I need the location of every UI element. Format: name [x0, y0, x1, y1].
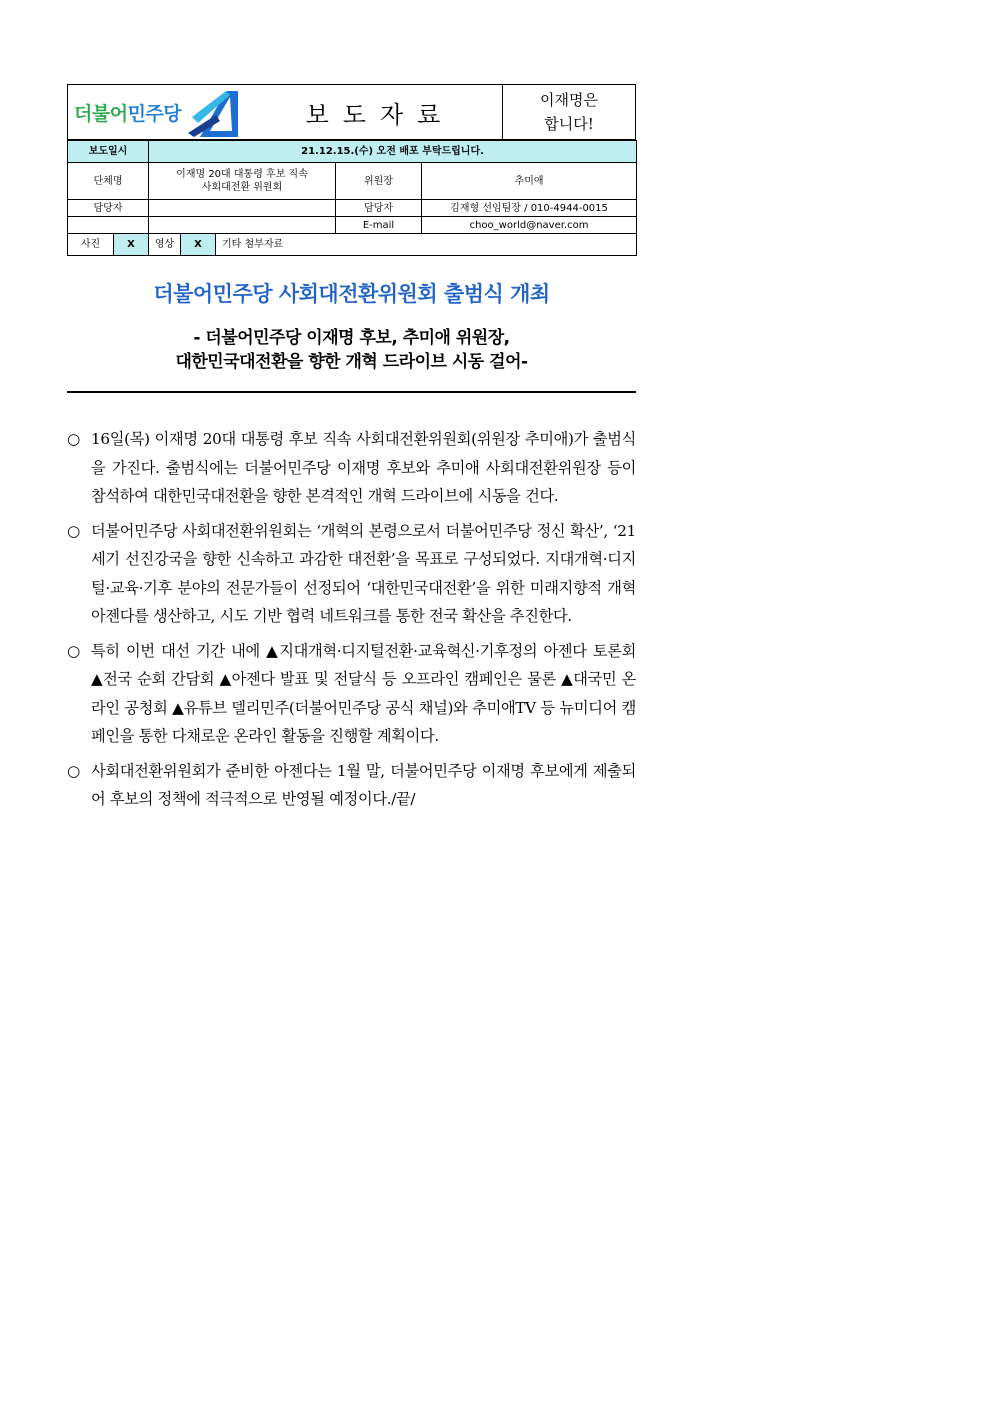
- email-label: E-mail: [336, 217, 422, 234]
- release-value: 21.12.15.(수) 오전 배포 부탁드립니다.: [149, 141, 637, 163]
- press-header: [67, 84, 636, 140]
- paragraph-4: ○ 사회대전환위원회가 준비한 아젠다는 1월 말, 더불어민주당 이재명 후보에게 제출되어 후보의 정책에 적극적으로 반영될 예정이다./끝/: [67, 757, 636, 814]
- photo-label: 사진: [68, 234, 114, 256]
- org-label: 단체명: [68, 163, 149, 200]
- contact-label: 담당자: [68, 200, 149, 217]
- circle-bullet-icon: ○: [67, 430, 80, 448]
- email-value[interactable]: choo_world@naver.com: [422, 217, 637, 234]
- press-body: [67, 425, 636, 820]
- video-mark: X: [181, 234, 216, 256]
- video-label: 영상: [149, 234, 181, 256]
- paragraph-1: ○ 16일(목) 이재명 20대 대통령 후보 직속 사회대전환위원회(위원장 추미애)가 출범식을 가진다. 출범식에는 더불어민주당 이재명 후보와 추미애 사회대전환위원장 등이 참석하여 대한민국대전환을 향한 본격적인 개혁 드라이브에 시동을 건다.: [67, 425, 636, 511]
- contact-row: [68, 200, 637, 217]
- other-attachment-label: 기타 첨부자료: [216, 234, 637, 256]
- contact-label-2: 담당자: [336, 200, 422, 217]
- subheadline: - 더불어민주당 이재명 후보, 추미애 위원장, 대한민국대전환을 향한 개혁 드라이브 시동 걸어-: [175, 328, 528, 372]
- divider: [67, 391, 636, 393]
- headline: 더불어민주당 사회대전환위원회 출범식 개최: [153, 282, 550, 306]
- slogan: 이재명은 합니다!: [540, 91, 598, 133]
- circle-bullet-icon: ○: [67, 641, 80, 660]
- press-info-table: [67, 140, 637, 256]
- document-title: 보도자료: [244, 85, 503, 139]
- org-row: [68, 163, 637, 200]
- chair-value: 추미애: [422, 163, 637, 200]
- photo-mark: X: [114, 234, 149, 256]
- contact-value: [149, 200, 336, 217]
- release-row: [68, 141, 637, 163]
- paragraph-3: ○ 특히 이번 대선 기간 내에 ▲지대개혁·디지털전환·교육혁신·기후정의 아젠다 토론회 ▲전국 순회 간담회 ▲아젠다 발표 및 전달식 등 오프라인 캠페인은 물론 ▲대국민 온라인 공청회 ▲유튜브 델리민주(더불어민주당 공식 채널)와 추미애TV 등 뉴미디어 캠페인을 통한 다채로운 온라인 활동을 진행할 계획이다.: [67, 637, 636, 751]
- attachment-row: [68, 234, 637, 256]
- circle-bullet-icon: ○: [67, 761, 80, 780]
- party-emblem-icon: [186, 87, 246, 139]
- org-value: 이재명 20대 대통령 후보 직속 사회대전환 위원회: [149, 163, 336, 200]
- party-logo: [68, 85, 244, 139]
- party-logo-text: 더불어민주당: [74, 102, 182, 125]
- contact-value-2: 김재형 선임팀장 / 010-4944-0015: [422, 200, 637, 217]
- release-label: 보도일시: [68, 141, 149, 163]
- circle-bullet-icon: ○: [67, 521, 80, 540]
- paragraph-2: ○ 더불어민주당 사회대전환위원회는 ‘개혁의 본령으로서 더불어민주당 정신 확산’, ‘21세기 선진강국을 향한 신속하고 과감한 대전환’을 목표로 구성되었다. 지대개혁·디지털·교육·기후 분야의 전문가들이 선정되어 ‘대한민국대전환’을 위한 미래지향적 개혁 아젠다를 생산하고, 시도 기반 협력 네트워크를 통한 전국 확산을 추진한다.: [67, 517, 636, 631]
- email-row: [68, 217, 637, 234]
- chair-label: 위원장: [336, 163, 422, 200]
